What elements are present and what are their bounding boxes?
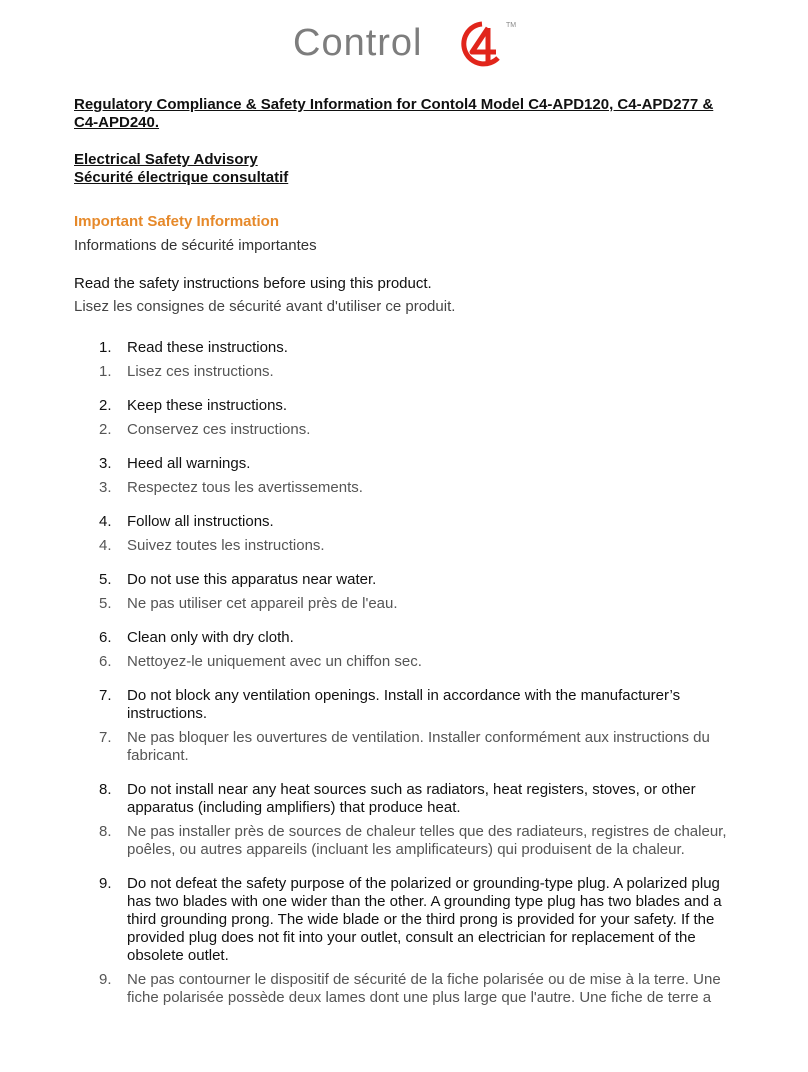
item-number: 3.	[99, 455, 112, 472]
advisory-en: Electrical Safety Advisory	[74, 151, 258, 168]
control4-logo	[293, 20, 523, 76]
item-text-fr: Suivez toutes les instructions.	[127, 537, 325, 554]
item-number: 6.	[99, 653, 112, 670]
list-item	[74, 571, 734, 613]
list-item	[74, 455, 734, 497]
list-item	[74, 875, 734, 1007]
item-text-fr: Conservez ces instructions.	[127, 421, 311, 438]
list-item	[74, 687, 734, 765]
item-number: 8.	[99, 781, 112, 798]
advisory-heading	[74, 151, 734, 187]
logo-4-mark-icon	[458, 20, 506, 70]
list-item	[74, 781, 734, 859]
list-item	[74, 513, 734, 555]
item-number: 4.	[99, 513, 112, 530]
item-number: 9.	[99, 875, 112, 892]
advisory-fr: Sécurité électrique consultatif	[74, 169, 289, 186]
item-number: 1.	[99, 339, 112, 356]
item-text-en: Keep these instructions.	[127, 397, 288, 414]
item-text-en: Do not install near any heat sources such as radiators, heat registers, stoves, or other apparatus (including amplifiers) that produce heat.	[127, 781, 696, 816]
item-number: 2.	[99, 397, 112, 414]
section-title-fr: Informations de sécurité importantes	[74, 237, 317, 254]
item-number: 9.	[99, 971, 112, 988]
item-text-en: Do not defeat the safety purpose of the polarized or grounding-type plug. A polarized plug has two blades with one wider than the other. A grounding type plug has two blades and a third grounding prong. The wide blade or the third prong is provided for your safety. If the provided plug does not fit into your outlet, consult an electrician for replacement of the obsolete outlet.	[127, 875, 722, 964]
item-number: 5.	[99, 571, 112, 588]
item-number: 3.	[99, 479, 112, 496]
item-text-en: Clean only with dry cloth.	[127, 629, 294, 646]
item-number: 4.	[99, 537, 112, 554]
item-number: 6.	[99, 629, 112, 646]
item-text-fr: Lisez ces instructions.	[127, 363, 274, 380]
item-number: 7.	[99, 687, 112, 704]
item-text-en: Do not use this apparatus near water.	[127, 571, 377, 588]
item-text-en: Do not block any ventilation openings. Install in accordance with the manufacturer’s instructions.	[127, 687, 681, 722]
logo-text: Control	[293, 22, 423, 64]
intro-en: Read the safety instructions before using this product.	[74, 275, 432, 292]
item-text-fr: Respectez tous les avertissements.	[127, 479, 363, 496]
item-text-fr: Ne pas bloquer les ouvertures de ventilation. Installer conformément aux instructions du fabricant.	[127, 729, 710, 764]
item-number: 1.	[99, 363, 112, 380]
item-text-en: Heed all warnings.	[127, 455, 251, 472]
section-title-en: Important Safety Information	[74, 213, 280, 230]
item-text-fr: Ne pas installer près de sources de chaleur telles que des radiateurs, registres de chaleur, poêles, ou autres appareils (incluant les amplificateurs) qui produisent de la chaleur.	[127, 823, 727, 858]
list-item	[74, 629, 734, 671]
item-number: 7.	[99, 729, 112, 746]
item-text-fr: Ne pas utiliser cet appareil près de l'eau.	[127, 595, 398, 612]
list-item	[74, 339, 734, 381]
list-item	[74, 397, 734, 439]
item-text-en: Follow all instructions.	[127, 513, 274, 530]
item-text-fr: Nettoyez-le uniquement avec un chiffon sec.	[127, 653, 422, 670]
item-text-fr: Ne pas contourner le dispositif de sécurité de la fiche polarisée ou de mise à la terre. Une fiche polarisée possède deux lames dont une plus large que l'autre. Une fiche de terre a	[127, 971, 721, 1006]
item-number: 5.	[99, 595, 112, 612]
instruction-list	[74, 339, 734, 1007]
item-number: 8.	[99, 823, 112, 840]
trademark: TM	[506, 22, 517, 29]
document-title: Regulatory Compliance & Safety Information for Contol4 Model C4-APD120, C4-APD277 & C4-APD240.	[74, 96, 714, 131]
item-number: 2.	[99, 421, 112, 438]
document-body	[74, 96, 734, 1023]
intro-fr: Lisez les consignes de sécurité avant d'utiliser ce produit.	[74, 298, 456, 315]
item-text-en: Read these instructions.	[127, 339, 288, 356]
